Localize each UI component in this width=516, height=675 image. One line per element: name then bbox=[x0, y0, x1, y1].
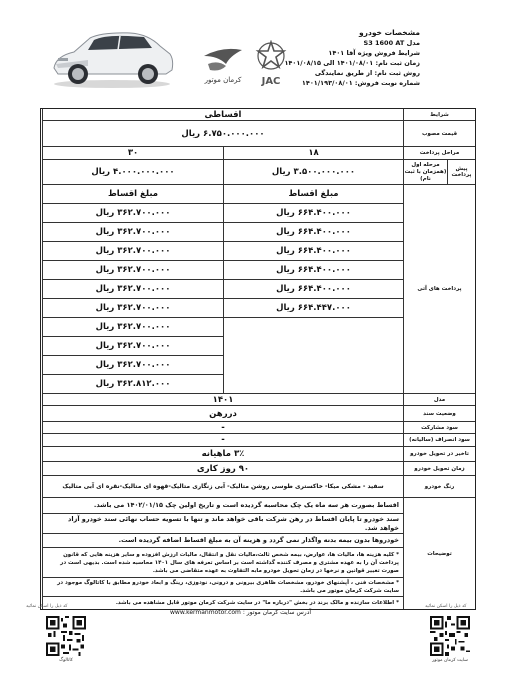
first-payment-left: ۴.۰۰۰.۰۰۰.۰۰۰ ریال bbox=[42, 160, 223, 185]
installment-right-5: ۶۶۴.۴۰۰.۰۰۰ ریال bbox=[223, 280, 403, 299]
website-qr-code[interactable] bbox=[430, 616, 470, 656]
installment-right-3: ۶۶۴.۴۰۰.۰۰۰ ریال bbox=[223, 242, 403, 261]
car-image bbox=[48, 20, 176, 90]
note-4: * کلیه هزینه ها، مالیات ها، عوارض، بیمه شخص ثالث،مالیات نقل و انتقال، مالیات ارزش افزوده و سایر هزینه هایی که قانون پرداخت آن را به عهده مشتری و مصرف کننده گذاشته است بر اساس تعرفه های سال ۱۴۰۱ محاسبه شده است. بدیهی است در صورت تغییر قوانین و نرخها در زمان تحویل خودرو مابه التفاوت به عهده متقاضی می باشد. bbox=[42, 548, 403, 578]
notes-label: توضیحات bbox=[403, 498, 475, 609]
spec-line-sale-number: شماره نوبت فروش: ۱۴۰۱/۱۹۳/۰۸/۰۱ bbox=[301, 79, 420, 87]
installment-header-left: مبلغ اقساط bbox=[42, 185, 223, 204]
cancellation-label: سود انصراف (سالیانه) bbox=[403, 434, 475, 447]
color-label: رنگ خودرو bbox=[403, 476, 475, 498]
installment-left-4: ۳۶۲.۷۰۰.۰۰۰ ریال bbox=[42, 261, 223, 280]
installment-left-6: ۳۶۲.۷۰۰.۰۰۰ ریال bbox=[42, 299, 223, 318]
installment-right-4: ۶۶۴.۴۰۰.۰۰۰ ریال bbox=[223, 261, 403, 280]
installment-header-right: مبلغ اقساط bbox=[223, 185, 403, 204]
conditions-value: اقساطی bbox=[42, 109, 403, 121]
installment-left-5: ۳۶۲.۷۰۰.۰۰۰ ریال bbox=[42, 280, 223, 299]
note-6: * اطلاعات سازنده و مالک برند در بخش "درباره ما" در سایت شرکت کرمان موتور قابل مشاهده می باشد. bbox=[42, 597, 403, 609]
catalog-qr-code[interactable] bbox=[46, 616, 86, 656]
installment-left-10: ۳۶۲.۸۱۲.۰۰۰ ریال bbox=[42, 375, 223, 394]
installments-label: پرداخت های آتی bbox=[403, 185, 475, 394]
delay-label: تاخیر در تحویل خودرو bbox=[403, 447, 475, 462]
prepay-label: پیش پرداخت bbox=[447, 160, 475, 185]
delivery-value: ۹۰ روز کاری bbox=[42, 462, 403, 476]
partnership-value: - bbox=[42, 422, 403, 434]
color-value: سفید - مشکی میکا- خاکستری طوسی روشن متالیک- آبی زنگاری متالیک-قهوه ای متالیک-نقره ای آبی متالیک bbox=[42, 476, 403, 498]
doc-status-label: وضعیت سند bbox=[403, 406, 475, 422]
header bbox=[0, 0, 516, 110]
kerman-motor-logo bbox=[200, 42, 246, 88]
installment-left-1: ۳۶۲.۷۰۰.۰۰۰ ریال bbox=[42, 204, 223, 223]
cancellation-value: - bbox=[42, 434, 403, 447]
price-value: ۶.۷۵۰.۰۰۰.۰۰۰ ریال bbox=[42, 121, 403, 147]
first-payment-right: ۳.۵۰۰.۰۰۰.۰۰۰ ریال bbox=[223, 160, 403, 185]
installment-right-empty bbox=[223, 318, 403, 394]
model-value: ۱۴۰۱ bbox=[42, 394, 403, 406]
installment-left-9: ۳۶۲.۷۰۰.۰۰۰ ریال bbox=[42, 356, 223, 375]
doc-status-value: دررهن bbox=[42, 406, 403, 422]
installment-right-1: ۶۶۴.۴۰۰.۰۰۰ ریال bbox=[223, 204, 403, 223]
installment-left-7: ۳۶۲.۷۰۰.۰۰۰ ریال bbox=[42, 318, 223, 337]
spec-line-sale-terms: شرایط فروش ویژه آقا ۱۴۰۱ bbox=[328, 49, 420, 57]
note-1: اقساط بصورت هر سه ماه یک چک محاسبه گردیده است و تاریخ اولین چک ۱۴۰۲/۰۱/۱۵ می باشد. bbox=[42, 498, 403, 514]
price-label: قیمت مصوب bbox=[403, 121, 475, 147]
installment-right-2: ۶۶۴.۴۰۰.۰۰۰ ریال bbox=[223, 223, 403, 242]
installment-left-2: ۳۶۲.۷۰۰.۰۰۰ ریال bbox=[42, 223, 223, 242]
installment-left-3: ۳۶۲.۷۰۰.۰۰۰ ریال bbox=[42, 242, 223, 261]
installment-right-6: ۶۶۴.۴۴۷.۰۰۰ ریال bbox=[223, 299, 403, 318]
note-5: * مشخصات فنی ، آپشنهای خودرو، مشخصات ظاهری بیرونی و درونی، نودوزی، رینگ و ابعاد خودرو مطابق با کاتالوگ موجود در سایت شرکت کرمان موتور می باشد. bbox=[42, 578, 403, 597]
sales-conditions-table bbox=[40, 108, 476, 610]
kerman-logo-text: کرمان موتور bbox=[204, 76, 242, 84]
spec-line-model: مدل S3 1600 AT bbox=[363, 39, 420, 47]
stage-right: ۱۸ bbox=[223, 147, 403, 160]
jac-logo-text: JAC bbox=[261, 76, 281, 87]
model-label: مدل bbox=[403, 394, 475, 406]
car-specs-info bbox=[280, 28, 420, 88]
qr-right-caption: سایت کرمان موتور bbox=[432, 658, 468, 663]
delivery-label: زمان تحویل خودرو bbox=[403, 462, 475, 476]
note-3: خودروها بدون بیمه بدنه واگذار نمی گردد و هزینه آن به مبلغ اقساط اضافه گردیده است. bbox=[42, 534, 403, 548]
installment-left-8: ۳۶۲.۷۰۰.۰۰۰ ریال bbox=[42, 337, 223, 356]
first-payment-label: مرحله اول (همزمان با ثبت نام) bbox=[403, 160, 447, 185]
spec-line-registration-time: زمان ثبت نام: ۱۴۰۱/۰۸/۰۱ الی ۱۴۰۱/۰۸/۱۵ bbox=[284, 59, 420, 67]
stages-label: مراحل پرداخت bbox=[403, 147, 475, 160]
specs-title: مشخصات خودرو bbox=[359, 28, 420, 37]
stage-left: ۳۰ bbox=[42, 147, 223, 160]
spec-line-registration-method: روش ثبت نام: از طریق نمایندگی bbox=[314, 69, 420, 77]
qr-right-hint: کد ذیل را اسکن نمائید bbox=[425, 604, 467, 609]
qr-left-hint: کد ذیل را اسکن نمائید bbox=[26, 604, 68, 609]
delay-value: ۳٪ ماهیانه bbox=[42, 447, 403, 462]
note-2: سند خودرو تا پایان اقساط در رهن شرکت باقی خواهد ماند و تنها با تسویه حساب نهائی سند خودرو آزاد خواهد شد. bbox=[42, 514, 403, 534]
conditions-label: شرایط bbox=[403, 109, 475, 121]
partnership-label: سود مشارکت bbox=[403, 422, 475, 434]
qr-left-caption: کاتالوگ bbox=[59, 658, 73, 663]
website-address[interactable]: آدرس سایت کرمان موتور : www.kermanmotor.com bbox=[170, 609, 312, 616]
